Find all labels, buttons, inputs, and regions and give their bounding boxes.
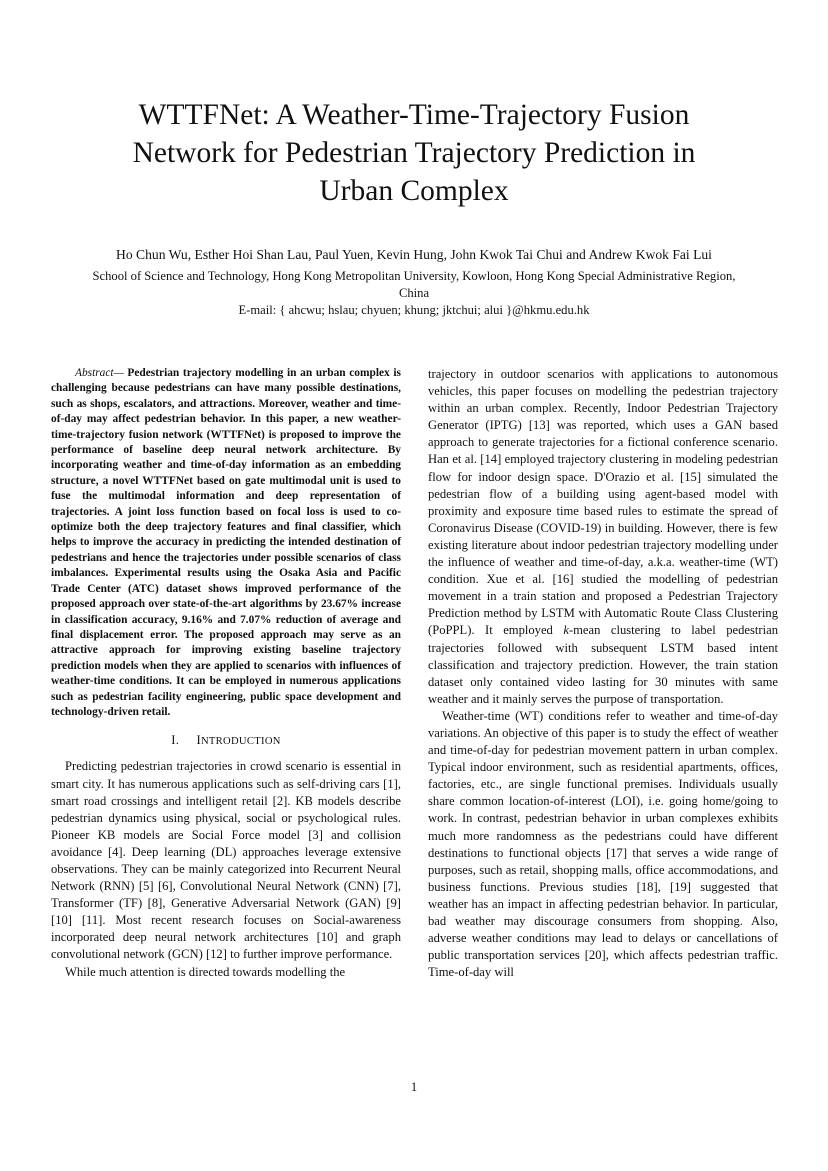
section-heading-introduction <box>51 732 401 750</box>
right-column <box>428 366 778 981</box>
right-paragraph-1 <box>428 366 778 708</box>
author-email: E-mail: { ahcwu; hslau; chyuen; khung; jktchui; alui }@hkmu.edu.hk <box>238 303 590 317</box>
intro-paragraph-1: Predicting pedestrian trajectories in crowd scenario is essential in smart city. It has numerous applications such as self-driving cars [1], smart road crossings and intelligent retail [2]. KB models describe pedestrian dynamics using physical, social or psychological rules. Pioneer KB models are Social Force model [3] and collision avoidance [4]. Deep learning (DL) approaches leverage extensive observations. They can be mainly categorized into Recurrent Neural Network (RNN) [5] [6], Convolutional Neural Network (CNN) [7], Transformer (TF) [8], Generative Adversarial Network (GAN) [9] [10] [11]. Most recent research focuses on Social-awareness incorporated deep neural network architectures [10] and graph convolutional network (GCN) [12] to further improve performance. <box>51 759 401 962</box>
right-paragraph-1-italic: k <box>563 623 569 638</box>
abstract <box>51 366 401 720</box>
author-list: Ho Chun Wu, Esther Hoi Shan Lau, Paul Yuen, Kevin Hung, John Kwok Tai Chui and Andrew Kwok Fai Lui <box>116 247 712 262</box>
left-column <box>51 366 401 981</box>
abstract-text: Pedestrian trajectory modelling in an urban complex is challenging because pedestrians can have many possible destinations, such as shops, escalators, and attractions. Moreover, weather and time-of-day may affect pedestrian behavior. In this paper, a new weather-time-trajectory fusion network (WTTFNet) is proposed to improve the performance of baseline deep neural network architecture. By incorporating weather and time-of-day information as an embedding structure, a novel WTTFNet based on gate multimodal unit is used to fuse the multimodal information and deep representation of trajectories. A joint loss function based on focal loss is used to co-optimize both the deep trajectory features and final classifier, which helps to improve the accuracy in predicting the intended destination of pedestrians and hence the trajectories under possible scenarios of class imbalances. Experimental results using the Osaka Asia and Pacific Trade Center (ATC) dataset shows improved performance of the proposed approach over state-of-the-art algorithms by 23.67% increase in classification accuracy, 9.16% and 7.07% reduction of average and final displacement error. The proposed approach may serve as an attractive approach for improving existing baseline trajectory prediction models when they are applied to scenarios with influences of weather-time conditions. It can be employed in numerous applications such as pedestrian facility engineering, public space development and technology-driven retail. <box>51 367 401 718</box>
title-line-1: WTTFNet: A Weather-Time-Trajectory Fusion <box>138 99 690 131</box>
abstract-label: Abstract— <box>75 367 124 379</box>
section-title-initial: I <box>196 733 201 748</box>
right-paragraph-1-a: trajectory in outdoor scenarios with applications to autonomous vehicles, this paper focuses on modelling the pedestrian trajectory within an urban complex. Recently, Indoor Pedestrian Trajectory Generator (IPTG) [13] was reported, which uses a GAN based approach to generate trajectories for a fictional conference scenario. Han et al. [14] employed trajectory clustering in modeling pedestrian flow for indoor design space. D'Orazio et al. [15] simulated the pedestrian flow of a building using agent-based model with proximity and exposure time based rules to estimate the spread of Coronavirus Disease (COVID-19) in building. However, there is few existing literature about indoor pedestrian trajectory modelling under the influence of weather and time-of-day, a.k.a. weather-time (WT) condition. Xue et al. [16] studied the modelling of pedestrian movement in a train station and proposed a Pedestrian Trajectory Prediction method by LSTM with Automatic Route Class Clustering (PoPPL). It employed <box>428 367 778 638</box>
section-title-rest: NTRODUCTION <box>200 736 281 748</box>
right-paragraph-1-b: -mean clustering to label pedestrian trajectories followed with subsequent LSTM based intent classification and trajectory prediction. However, the train station dataset only contained video lasting for 30 minutes with same weather and it mainly serves the purpose of transportation. <box>428 623 779 706</box>
title-line-2: Network for Pedestrian Trajectory Prediction in <box>132 137 696 169</box>
section-number: I. <box>171 733 180 748</box>
intro-paragraph-2: While much attention is directed towards modelling the <box>65 964 346 979</box>
page-number: 1 <box>410 1080 418 1094</box>
paper-title <box>60 96 768 210</box>
title-line-3: Urban Complex <box>319 175 509 207</box>
right-paragraph-2: Weather-time (WT) conditions refer to weather and time-of-day variations. An objective of this paper is to study the effect of weather and time-of-day for pedestrian movement pattern in urban complex. Typical indoor environment, such as residential apartments, offices, factories, etc., are single functional premises. Individuals usually share common location-of-interest (LOI), i.e. going home/going to work. In contrast, pedestrian behavior in urban complexes exhibits much more randomness as the pedestrians could have different destinations to functional objects [17] that serves a wide range of purposes, such as retail, shopping malls, office accommodations, and business functions. Previous studies [18], [19] suggested that weather has an impact in affecting pedestrian behavior. In particular, bad weather may discourage consumers from shopping. Also, adverse weather conditions may lead to delays or cancellations of public transportation services [20], which affects pedestrian traffic. Time-of-day will <box>428 708 778 980</box>
affiliation: School of Science and Technology, Hong Kong Metropolitan University, Kowloon, Hong Kong Special Administrative Region, China <box>92 269 736 300</box>
